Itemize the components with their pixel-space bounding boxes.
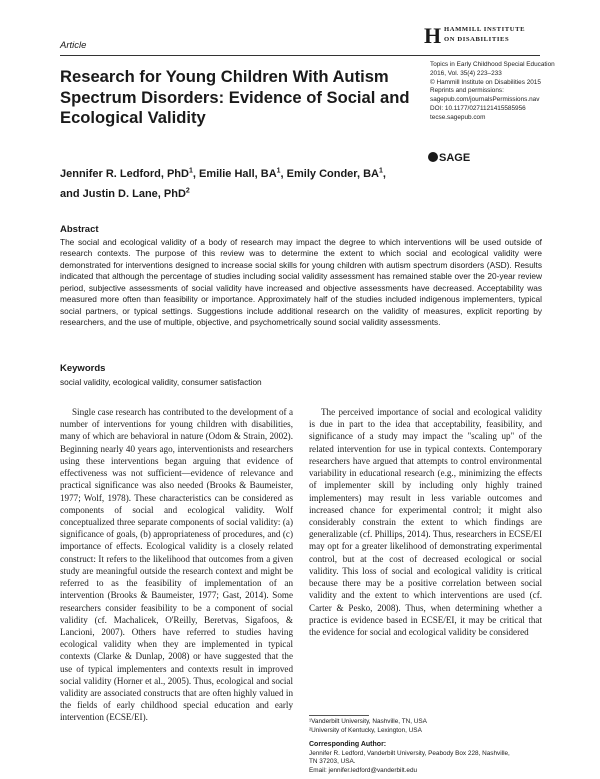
corresponding-author-address: Jennifer R. Ledford, Vanderbilt University, Peabody Box 228, Nashville,	[309, 749, 510, 757]
article-type-label: Article	[60, 40, 87, 51]
sage-circle-icon	[428, 152, 438, 162]
volume-info: 2016, Vol. 35(4) 223–233	[430, 69, 502, 77]
corresponding-author	[309, 741, 549, 775]
reprints-label: Reprints and permissions:	[430, 87, 504, 95]
affiliation-2: ²University of Kentucky, Lexington, USA	[309, 726, 422, 734]
publication-info	[430, 61, 555, 123]
corresponding-author-address-cont: TN 37203, USA.	[309, 758, 356, 766]
author-list	[60, 162, 480, 203]
doi-line[interactable]: DOI: 10.1177/0271121415585956	[430, 104, 526, 112]
journal-name: Topics in Early Childhood Special Education	[430, 61, 555, 68]
publisher-logo-mark: H	[424, 23, 440, 48]
author-1: Jennifer R. Ledford, PhD$^1$,	[60, 167, 199, 180]
sage-logo-text: SAGE	[439, 152, 471, 164]
abstract-text: The social and ecological validity of a body of research may impact the degree to which interventions will be used outside of research contexts. The purpose of this review was to determine the extent to which social and ecological validity were demonstrated for interventions designed to increase social skills for young children with autism spectrum disorders (ASD). Results indicated that although the percentage of studies including social validity assessment has remained stable over the 20-year review period, subjective assessments of social validity have increased and objective assessments have decreased. Acceptability was measured more often than feasibility or importance. Approximately half of the studies included indigenous implementers, typical social partners, or typical settings. Suggestions include additional research on the validity of measures, explicit reporting by researchers, and the use of multiple, objective, and psychometrically sound social validity assessments.	[60, 237, 542, 328]
publisher-logo-line2: ON DISABILITIES	[444, 36, 510, 43]
publisher-logo-line1: HAMMILL INSTITUTE	[444, 26, 526, 33]
affiliation-1: ¹Vanderbilt University, Nashville, TN, USA	[309, 718, 427, 725]
journal-url[interactable]: tecse.sagepub.com	[430, 113, 486, 121]
keywords-heading: Keywords	[60, 363, 106, 374]
publisher-logo	[424, 22, 564, 52]
header-rule	[60, 55, 540, 56]
abstract-heading: Abstract	[60, 224, 99, 235]
article-title: Research for Young Children With Autism Spectrum Disorders: Evidence of Social and Ecological Validity	[60, 67, 410, 127]
affiliation-footnotes	[309, 718, 427, 735]
footnote-rule	[309, 715, 369, 716]
keywords-text: social validity, ecological validity, consumer satisfaction	[60, 377, 262, 387]
copyright-line: © Hammill Institute on Disabilities 2015	[430, 78, 541, 86]
body-column-left	[60, 406, 293, 724]
body-paragraph: The perceived importance of social and ecological validity is due in part to the idea that acceptability, feasibility, and significance of a study may impact the "scaling up" of the related intervention for use in typical contexts. Contemporary researchers have argued that attempts to control environmental variability in educational research (e.g., minimizing the effects of implementer skill by including only highly trained implementers) may result in less variable outcomes and increased chance for experimental control; it might also considerably constrain the extent to which findings are generalizable (cf. Phillips, 2014). Thus, researchers in ECSE/EI may opt for a greater likelihood of demonstrating experimental control, but at the cost of decreased ecological or social validity. This loss of social and ecological validity is critical because there may be a positive correlation between social validity and the extent to which interventions are used (cf. Carter & Pesko, 2008). Thus, when determining whether a practice is evidence based in ECSE/EI, it may be critical that the evidence for social and ecological validity be considered	[309, 407, 542, 637]
author-2: Emilie Hall, $BA^1$,	[199, 167, 287, 180]
body-paragraph: Single case research has contributed to the development of a number of interventions for young children with disabilities, many of which are behavioral in nature (Odom & Strain, 2002). Beginning nearly 40 years ago, interventionists and researchers using these interventions began arguing that evidence of effectiveness was not sufficient—evidence of relevance and practical significance was also needed (Brooks & Baumeister, 1977; Wolf, 1978). These characteristics can be considered as components of social and ecological validity. Wolf conceptualized three separate components of social validity: (a) significance of goals, (b) appropriateness of procedures, and (c) importance of effects. Ecological validity is a closely related construct: It refers to the likelihood that outcomes from a given study are meaningful outside the research context and might be referred to as the feasibility of implementation of an intervention (Brooks & Baumeister, 1977; Gast, 2014). Some researchers consider feasibility to be a component of social validity (cf. Machalicek, O'Reilly, Beretvas, Sigafoos, & Lancioni, 2007). Others have referred to studies having ecological validity when they are implemented in typical contexts (Clarke & Dunlap, 2008) or have suggested that the use of typical implementers and contexts result in improved social validity (Horner et al., 2005). Thus, ecological and social validity are associated constructs that are often highly valued in the fields of early childhood special education and early intervention (ECSE/EI).	[60, 407, 293, 723]
corresponding-author-email[interactable]: Email: jennifer.ledford@vanderbilt.edu	[309, 766, 418, 774]
permissions-link[interactable]: sagepub.com/journalsPermissions.nav	[430, 96, 540, 104]
author-3: Emily Conder, $BA^1$,	[286, 167, 386, 180]
body-column-right	[309, 406, 542, 638]
author-4: and Justin D. Lane, PhD$^2$	[60, 187, 190, 201]
corresponding-author-heading: Corresponding Author:	[309, 741, 387, 748]
